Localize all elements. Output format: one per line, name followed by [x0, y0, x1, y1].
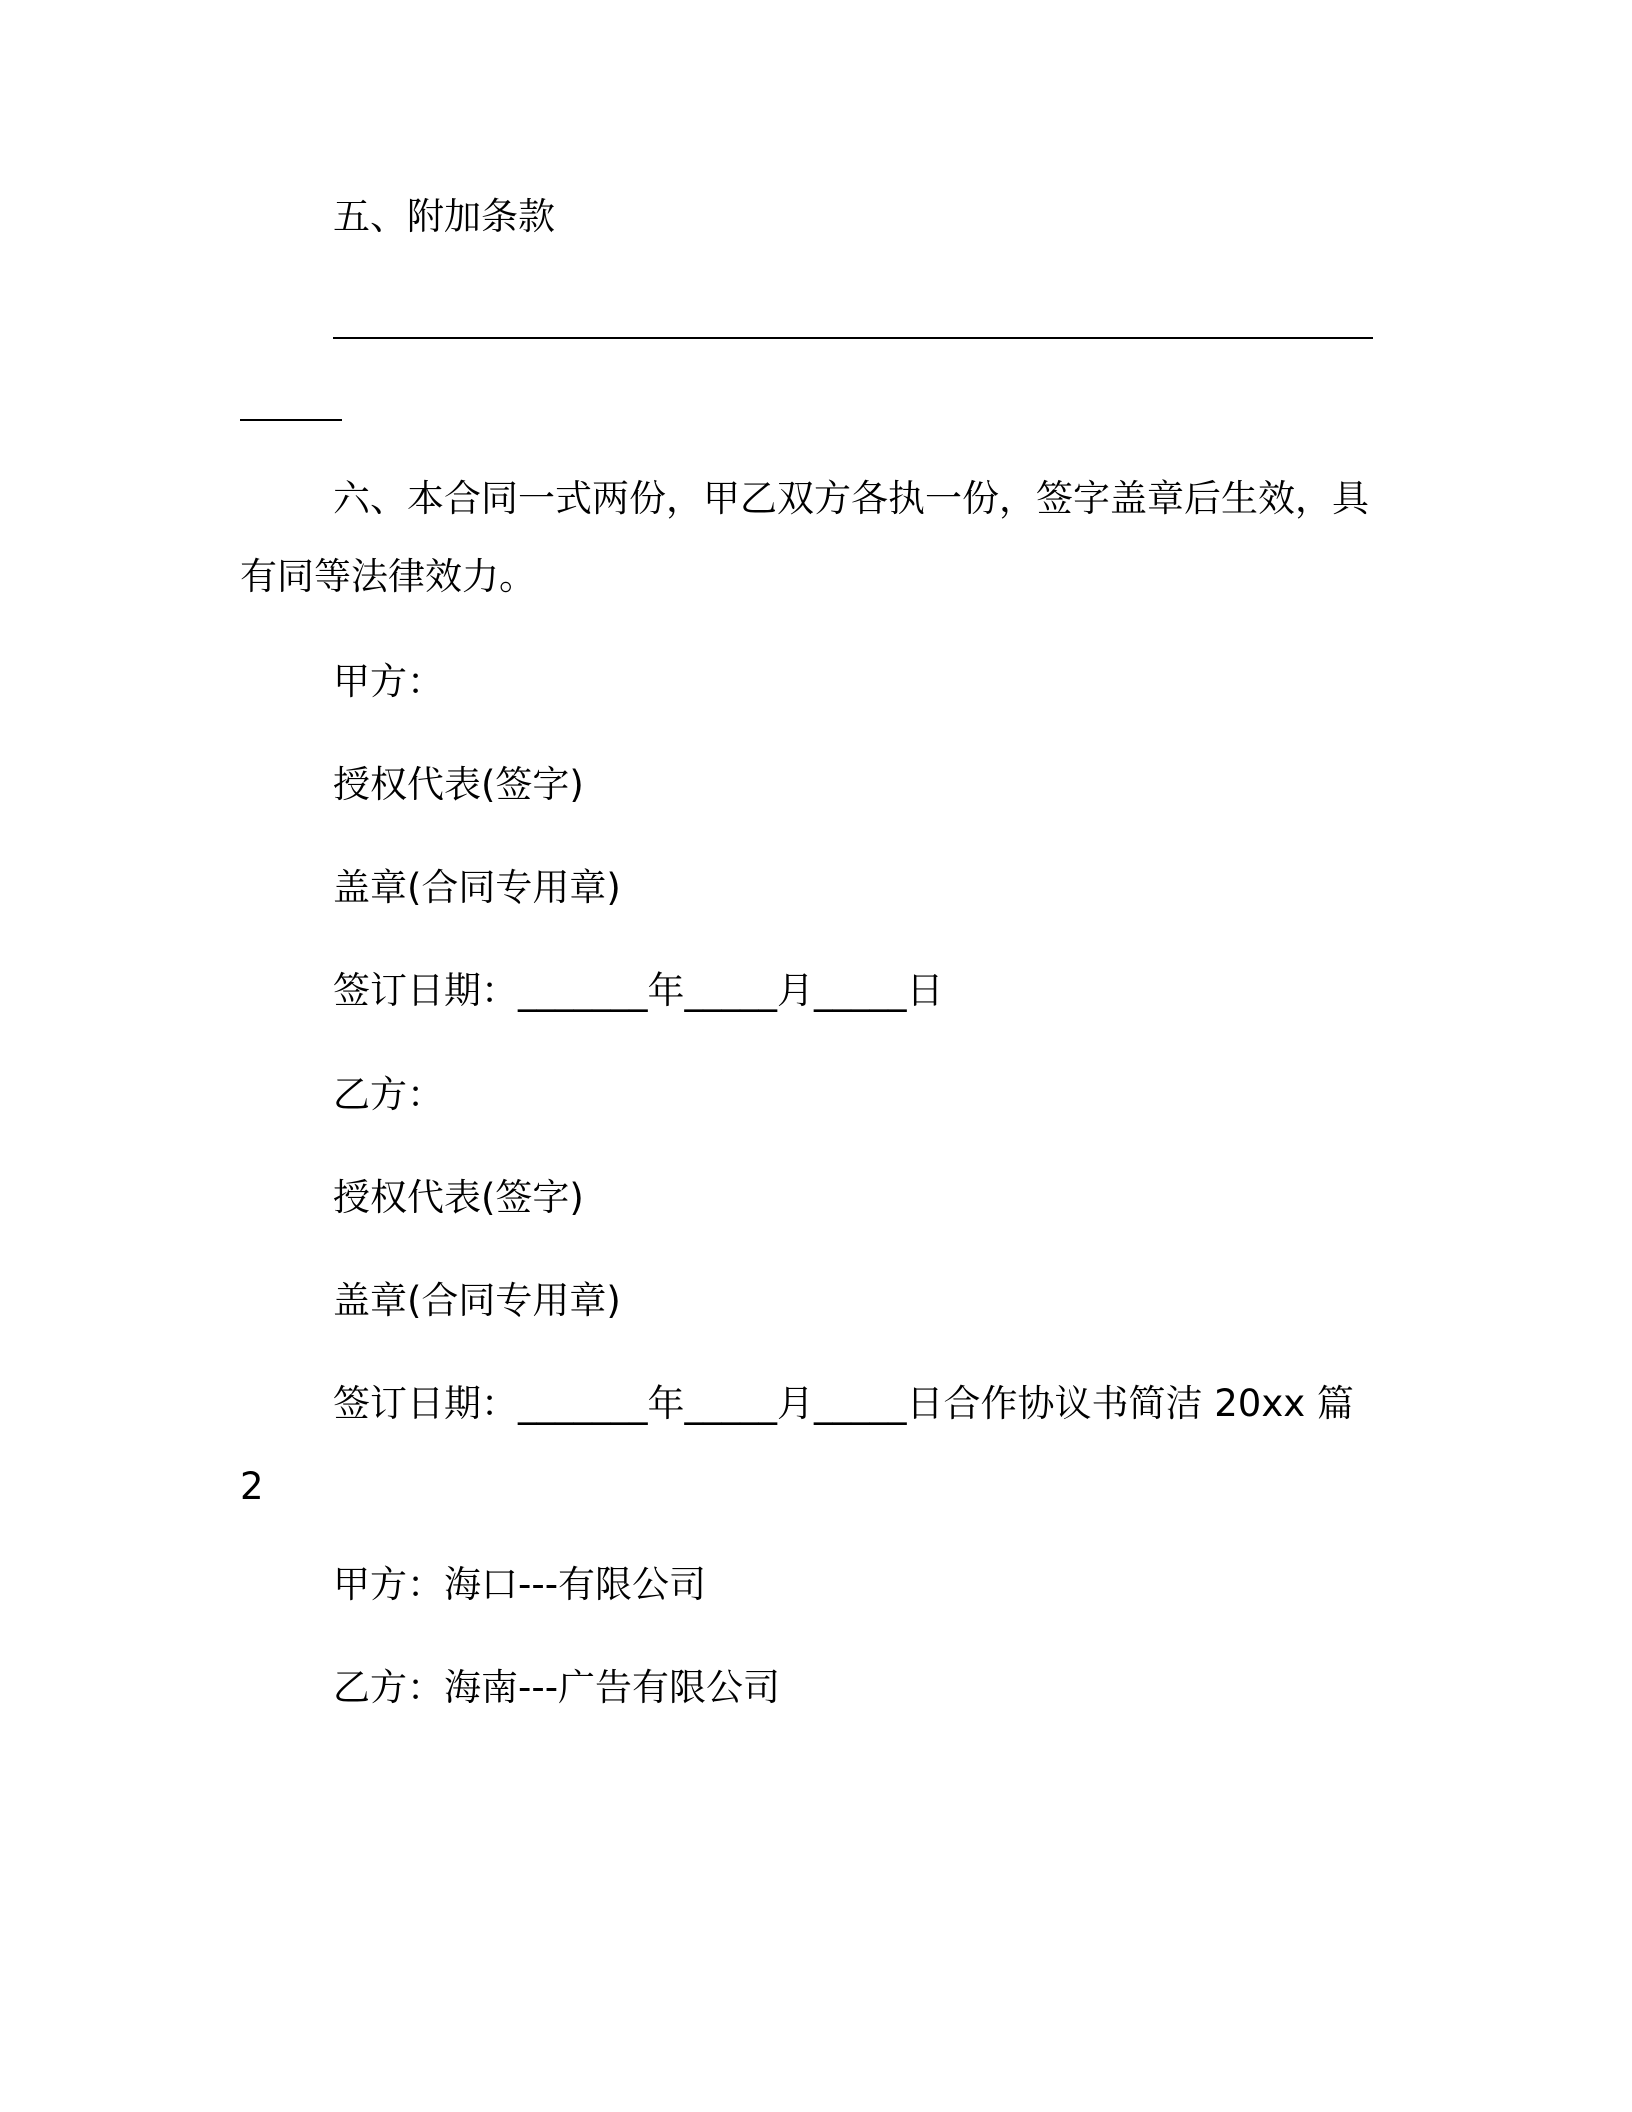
party-a-signing-date: 签订日期：_______年_____月_____日	[333, 969, 944, 1012]
clause-6-line-2: 有同等法律效力。	[240, 555, 536, 598]
new-party-a: 甲方：海口---有限公司	[333, 1563, 707, 1606]
clause-6-line-1: 六、本合同一式两份，甲乙双方各执一份，签字盖章后生效，具	[333, 477, 1369, 520]
section-number: 2	[240, 1465, 264, 1508]
clause-5-heading: 五、附加条款	[333, 195, 555, 238]
party-a-label: 甲方：	[333, 660, 444, 703]
party-a-seal: 盖章(合同专用章)	[333, 866, 621, 909]
party-b-seal: 盖章(合同专用章)	[333, 1279, 621, 1322]
party-a-representative: 授权代表(签字)	[333, 763, 584, 806]
party-b-representative: 授权代表(签字)	[333, 1176, 584, 1219]
party-b-label: 乙方：	[333, 1073, 444, 1116]
blank-line-long	[333, 337, 1373, 339]
party-b-signing-date: 签订日期：_______年_____月_____日合作协议书简洁 20xx 篇	[333, 1382, 1354, 1425]
blank-line-short	[240, 419, 342, 421]
new-party-b: 乙方：海南---广告有限公司	[333, 1666, 781, 1709]
